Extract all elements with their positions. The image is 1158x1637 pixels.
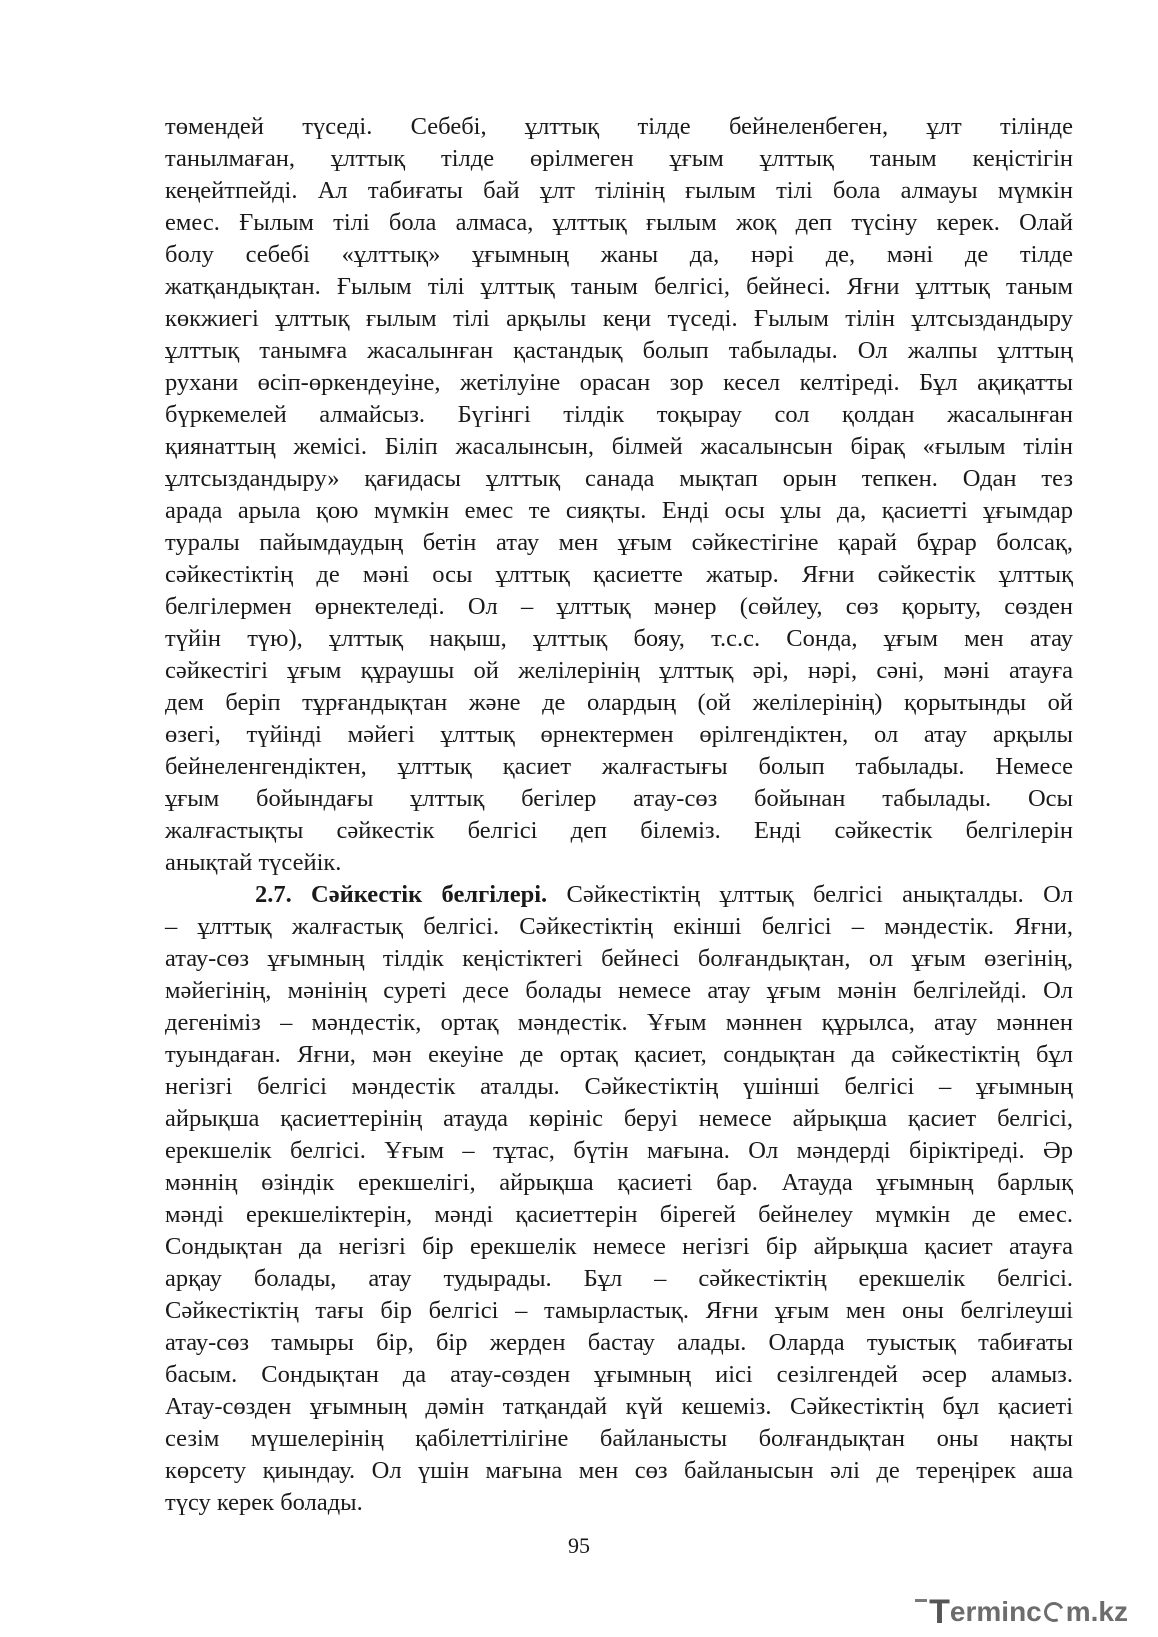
watermark-domain: m.kz [1065, 1596, 1128, 1627]
text-line: туындаған. Яғни, мән екеуіне де ортақ қасиет, сондықтан да сәйкестіктің бұл [165, 1041, 1073, 1068]
watermark-text: erminc [949, 1596, 1042, 1627]
text-line: Сондықтан да негізгі бір ерекшелік немесе негізгі бір айрықша қасиет атауға [165, 1233, 1073, 1260]
page-number: 95 [568, 1533, 590, 1558]
text-line: ұлтсыздандыру» қағидасы ұлттық санада мықтап орын тепкен. Одан тез [165, 465, 1073, 492]
text-line: анықтай түсейік. [165, 849, 342, 876]
text-line: өзегі, түйінді мәйегі ұлттық өрнектермен өрілгендіктен, ол атау арқылы [165, 721, 1073, 748]
text-line: белгілермен өрнектеледі. Ол – ұлттық мәнер (сөйлеу, сөз қорыту, сөзден [165, 593, 1073, 620]
text-line: арада арыла қою мүмкін емес те сияқты. Енді осы ұлы да, қасиетті ұғымдар [165, 497, 1073, 524]
text-line: бүркемелей алмайсыз. Бүгінгі тілдік тоқырау сол қолдан жасалынған [165, 401, 1073, 428]
text-line: ұлттық танымға жасалынған қастандық болып табылады. Ол жалпы ұлттың [165, 337, 1073, 364]
text-line: емес. Ғылым тілі бола алмаса, ұлттық ғылым жоқ деп түсіну керек. Олай [165, 209, 1073, 236]
text-line: туралы пайымдаудың бетін атау мен ұғым сәйкестігіне қарай бұрар болсақ, [165, 529, 1073, 556]
paragraph-1 [165, 111, 1073, 879]
section-heading-line [165, 879, 1073, 911]
text-line: болу себебі «ұлттық» ұғымның жаны да, нәрі де, мәні де тілде [165, 241, 1073, 268]
text-line: арқау болады, атау тудырады. Бұл – сәйкестіктің ерекшелік белгісі. [165, 1265, 1073, 1292]
watermark-o-glyph [1041, 1599, 1067, 1625]
text-line: ерекшелік белгісі. Ұғым – тұтас, бүтін мағына. Ол мәндерді біріктіреді. Әр [165, 1137, 1073, 1164]
text-line: кеңейтпейді. Ал табиғаты бай ұлт тілінің ғылым тілі бола алмауы мүмкін [165, 177, 1073, 204]
text-line: – ұлттық жалғастық белгісі. Сәйкестіктің екінші белгісі – мәндестік. Яғни, [165, 913, 1073, 940]
text-line: рухани өсіп-өркендеуіне, жетілуіне орасан зор кесел келтіреді. Бұл ақиқатты [165, 369, 1073, 396]
body-text [165, 111, 1073, 1519]
text-line: айрықша қасиеттерінің атауда көрініс беруі немесе айрықша қасиет белгісі, [165, 1105, 1073, 1132]
text-line: түйін түю), ұлттық нақыш, ұлттық бояу, т.с.с. Сонда, ұғым мен атау [165, 625, 1073, 652]
text-line: дем беріп тұрғандықтан және де олардың (ой желілерінің) қорытынды ой [165, 689, 1073, 716]
text-line: көкжиегі ұлттық ғылым тілі арқылы кеңи түседі. Ғылым тілін ұлтсыздандыру [165, 305, 1073, 332]
text-line: негізгі белгісі мәндестік аталды. Сәйкестіктің үшінші белгісі – ұғымның [165, 1073, 1073, 1100]
text-run: Сәйкестіктің ұлттық белгісі анықталды. Ол [547, 881, 1073, 908]
text-line: қиянаттың жемісі. Біліп жасалынсын, білмей жасалынсын бірақ «ғылым тілін [165, 433, 1073, 460]
text-line: сәйкестігі ұғым құраушы ой желілерінің ұлттық әрі, нәрі, сәні, мәні атауға [165, 657, 1073, 684]
termincom-logo-icon [929, 1592, 1128, 1632]
text-line: ұғым бойындағы ұлттық бегілер атау-сөз бойынан табылады. Осы [165, 785, 1073, 812]
text-line: атау-сөз ұғымның тілдік кеңістіктегі бейнесі болғандықтан, ол ұғым өзегінің, [165, 945, 1073, 972]
text-line: жалғастықты сәйкестік белгісі деп білеміз. Енді сәйкестік белгілерін [165, 817, 1073, 844]
text-line: танылмаған, ұлттық тілде өрілмеген ұғым ұлттық таным кеңістігін [165, 145, 1073, 172]
text-line: басым. Сондықтан да атау-сөзден ұғымның иісі сезілгендей әсер аламыз. [165, 1361, 1073, 1388]
text-line: Атау-сөзден ұғымның дәмін татқандай күй кешеміз. Сәйкестіктің бұл қасиеті [165, 1393, 1073, 1420]
text-line: төмендей түседі. Себебі, ұлттық тілде бейнеленбеген, ұлт тілінде [165, 113, 1073, 140]
text-line: Сәйкестіктің тағы бір белгісі – тамырластық. Яғни ұғым мен оны белгілеуші [165, 1297, 1073, 1324]
text-line: мәнді ерекшеліктерін, мәнді қасиеттерін бірегей бейнелеу мүмкін де емес. [165, 1201, 1073, 1228]
text-line: сезім мүшелерінің қабілеттілігіне байланысты болғандықтан оны нақты [165, 1425, 1073, 1452]
text-line: мәннің өзіндік ерекшелігі, айрықша қасиеті бар. Атауда ұғымның барлық [165, 1169, 1073, 1196]
text-line: бейнеленгендіктен, ұлттық қасиет жалғастығы болып табылады. Немесе [165, 753, 1073, 780]
text-line: сәйкестіктің де мәні осы ұлттық қасиетте жатыр. Яғни сәйкестік ұлттық [165, 561, 1073, 588]
text-line: көрсету қиындау. Ол үшін мағына мен сөз байланысын әлі де тереңірек аша [165, 1457, 1073, 1484]
watermark-initial: T [929, 1592, 950, 1631]
text-line: мәйегінің, мәнінің суреті десе болады немесе атау ұғым мәнін белгілейді. Ол [165, 977, 1073, 1004]
section-heading: 2.7. Сәйкестік белгілері. [255, 881, 548, 908]
text-line: түсу керек болады. [165, 1489, 363, 1516]
text-line: атау-сөз тамыры бір, бір жерден бастау алады. Оларда туыстық табиғаты [165, 1329, 1073, 1356]
paragraph-2 [165, 879, 1073, 1519]
text-line: дегеніміз – мәндестік, ортақ мәндестік. Ұғым мәннен құрылса, атау мәннен [165, 1009, 1073, 1036]
text-line: жатқандықтан. Ғылым тілі ұлттық таным белгісі, бейнесі. Яғни ұлттық таным [165, 273, 1073, 300]
